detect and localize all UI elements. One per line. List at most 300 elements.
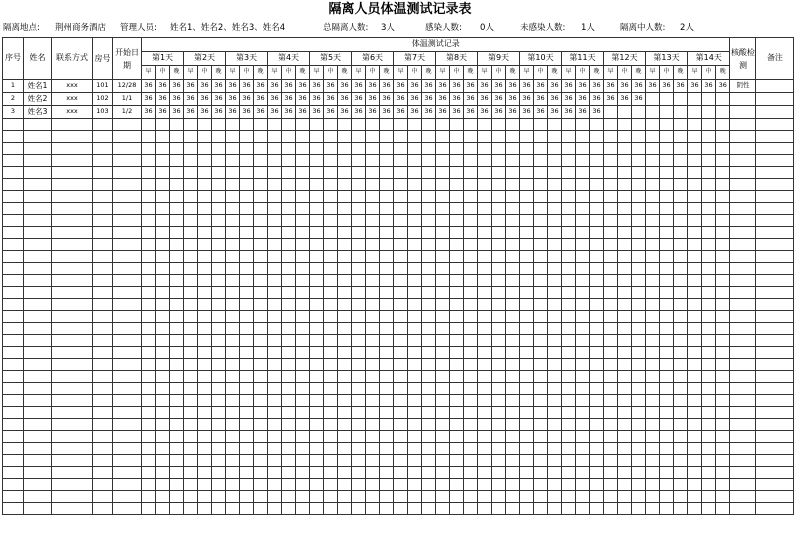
- empty-cell[interactable]: [93, 503, 113, 515]
- empty-cell[interactable]: [212, 455, 226, 467]
- empty-cell[interactable]: [562, 215, 576, 227]
- empty-cell[interactable]: [184, 119, 198, 131]
- empty-cell[interactable]: [492, 479, 506, 491]
- empty-cell[interactable]: [212, 359, 226, 371]
- empty-cell[interactable]: [113, 347, 142, 359]
- empty-cell[interactable]: [632, 359, 646, 371]
- empty-cell[interactable]: [24, 395, 52, 407]
- empty-cell[interactable]: [464, 395, 478, 407]
- empty-cell[interactable]: [3, 311, 24, 323]
- empty-cell[interactable]: [198, 491, 212, 503]
- empty-cell[interactable]: [113, 467, 142, 479]
- cell-temperature[interactable]: 36: [240, 93, 254, 106]
- empty-cell[interactable]: [408, 395, 422, 407]
- empty-cell[interactable]: [254, 383, 268, 395]
- empty-cell[interactable]: [24, 347, 52, 359]
- empty-cell[interactable]: [646, 311, 660, 323]
- empty-cell[interactable]: [366, 179, 380, 191]
- empty-cell[interactable]: [24, 251, 52, 263]
- cell-temperature[interactable]: 36: [184, 106, 198, 119]
- empty-cell[interactable]: [324, 455, 338, 467]
- empty-cell[interactable]: [366, 131, 380, 143]
- empty-cell[interactable]: [268, 275, 282, 287]
- empty-cell[interactable]: [254, 407, 268, 419]
- empty-cell[interactable]: [184, 335, 198, 347]
- empty-cell[interactable]: [520, 287, 534, 299]
- empty-cell[interactable]: [436, 143, 450, 155]
- empty-cell[interactable]: [408, 467, 422, 479]
- empty-cell[interactable]: [366, 155, 380, 167]
- cell-temperature[interactable]: 36: [338, 93, 352, 106]
- empty-cell[interactable]: [408, 143, 422, 155]
- empty-cell[interactable]: [408, 371, 422, 383]
- cell-temperature[interactable]: 36: [436, 93, 450, 106]
- empty-cell[interactable]: [534, 239, 548, 251]
- empty-cell[interactable]: [296, 431, 310, 443]
- empty-cell[interactable]: [562, 467, 576, 479]
- empty-cell[interactable]: [310, 215, 324, 227]
- empty-cell[interactable]: [590, 239, 604, 251]
- empty-cell[interactable]: [380, 215, 394, 227]
- empty-cell[interactable]: [646, 371, 660, 383]
- empty-cell[interactable]: [93, 491, 113, 503]
- empty-cell[interactable]: [113, 275, 142, 287]
- empty-cell[interactable]: [478, 167, 492, 179]
- empty-cell[interactable]: [24, 335, 52, 347]
- empty-cell[interactable]: [324, 227, 338, 239]
- empty-cell[interactable]: [380, 287, 394, 299]
- empty-cell[interactable]: [394, 251, 408, 263]
- empty-cell[interactable]: [646, 395, 660, 407]
- empty-cell[interactable]: [450, 119, 464, 131]
- empty-cell[interactable]: [113, 491, 142, 503]
- empty-cell[interactable]: [548, 311, 562, 323]
- empty-cell[interactable]: [450, 479, 464, 491]
- empty-cell[interactable]: [254, 371, 268, 383]
- empty-cell[interactable]: [730, 395, 756, 407]
- empty-cell[interactable]: [506, 263, 520, 275]
- empty-cell[interactable]: [380, 371, 394, 383]
- empty-cell[interactable]: [464, 227, 478, 239]
- empty-cell[interactable]: [268, 407, 282, 419]
- empty-cell[interactable]: [492, 359, 506, 371]
- empty-cell[interactable]: [632, 251, 646, 263]
- empty-cell[interactable]: [604, 479, 618, 491]
- empty-cell[interactable]: [464, 275, 478, 287]
- empty-cell[interactable]: [674, 251, 688, 263]
- empty-cell[interactable]: [534, 383, 548, 395]
- empty-cell[interactable]: [756, 395, 794, 407]
- empty-cell[interactable]: [3, 203, 24, 215]
- empty-cell[interactable]: [632, 395, 646, 407]
- cell-temperature[interactable]: 36: [254, 93, 268, 106]
- empty-cell[interactable]: [730, 263, 756, 275]
- empty-cell[interactable]: [422, 167, 436, 179]
- empty-cell[interactable]: [198, 275, 212, 287]
- empty-cell[interactable]: [184, 275, 198, 287]
- empty-cell[interactable]: [324, 311, 338, 323]
- empty-cell[interactable]: [113, 323, 142, 335]
- empty-cell[interactable]: [394, 227, 408, 239]
- empty-cell[interactable]: [464, 419, 478, 431]
- empty-cell[interactable]: [562, 491, 576, 503]
- empty-cell[interactable]: [688, 155, 702, 167]
- empty-cell[interactable]: [3, 371, 24, 383]
- empty-cell[interactable]: [450, 491, 464, 503]
- empty-cell[interactable]: [142, 215, 156, 227]
- empty-cell[interactable]: [93, 251, 113, 263]
- empty-cell[interactable]: [52, 203, 93, 215]
- empty-cell[interactable]: [156, 239, 170, 251]
- empty-cell[interactable]: [324, 335, 338, 347]
- empty-cell[interactable]: [198, 443, 212, 455]
- empty-cell[interactable]: [422, 503, 436, 515]
- empty-cell[interactable]: [24, 359, 52, 371]
- cell-start-date[interactable]: 1/1: [113, 93, 142, 106]
- empty-cell[interactable]: [590, 131, 604, 143]
- empty-cell[interactable]: [688, 395, 702, 407]
- cell-temperature[interactable]: [716, 106, 730, 119]
- empty-cell[interactable]: [660, 275, 674, 287]
- empty-cell[interactable]: [156, 347, 170, 359]
- empty-cell[interactable]: [394, 167, 408, 179]
- empty-cell[interactable]: [576, 467, 590, 479]
- empty-cell[interactable]: [548, 275, 562, 287]
- empty-cell[interactable]: [756, 131, 794, 143]
- empty-cell[interactable]: [618, 119, 632, 131]
- empty-cell[interactable]: [324, 155, 338, 167]
- empty-cell[interactable]: [156, 359, 170, 371]
- empty-cell[interactable]: [156, 251, 170, 263]
- empty-cell[interactable]: [282, 131, 296, 143]
- empty-cell[interactable]: [24, 323, 52, 335]
- empty-cell[interactable]: [604, 275, 618, 287]
- empty-cell[interactable]: [184, 227, 198, 239]
- empty-cell[interactable]: [716, 419, 730, 431]
- empty-cell[interactable]: [604, 311, 618, 323]
- empty-cell[interactable]: [268, 263, 282, 275]
- empty-cell[interactable]: [296, 323, 310, 335]
- empty-cell[interactable]: [548, 443, 562, 455]
- empty-cell[interactable]: [240, 191, 254, 203]
- empty-cell[interactable]: [674, 455, 688, 467]
- empty-cell[interactable]: [756, 155, 794, 167]
- empty-cell[interactable]: [380, 407, 394, 419]
- empty-cell[interactable]: [254, 491, 268, 503]
- empty-cell[interactable]: [590, 203, 604, 215]
- empty-cell[interactable]: [646, 503, 660, 515]
- empty-cell[interactable]: [478, 155, 492, 167]
- empty-cell[interactable]: [310, 323, 324, 335]
- empty-cell[interactable]: [492, 299, 506, 311]
- empty-cell[interactable]: [632, 143, 646, 155]
- empty-cell[interactable]: [604, 215, 618, 227]
- empty-cell[interactable]: [226, 191, 240, 203]
- cell-temperature[interactable]: 36: [268, 93, 282, 106]
- empty-cell[interactable]: [464, 371, 478, 383]
- empty-cell[interactable]: [268, 503, 282, 515]
- empty-cell[interactable]: [24, 443, 52, 455]
- empty-cell[interactable]: [212, 347, 226, 359]
- empty-cell[interactable]: [254, 131, 268, 143]
- empty-cell[interactable]: [730, 131, 756, 143]
- empty-cell[interactable]: [366, 383, 380, 395]
- empty-cell[interactable]: [436, 359, 450, 371]
- empty-cell[interactable]: [142, 311, 156, 323]
- empty-cell[interactable]: [660, 431, 674, 443]
- empty-cell[interactable]: [450, 395, 464, 407]
- empty-cell[interactable]: [492, 419, 506, 431]
- cell-temperature[interactable]: 36: [296, 93, 310, 106]
- empty-cell[interactable]: [282, 335, 296, 347]
- empty-cell[interactable]: [184, 155, 198, 167]
- empty-cell[interactable]: [408, 287, 422, 299]
- empty-cell[interactable]: [212, 215, 226, 227]
- empty-cell[interactable]: [450, 407, 464, 419]
- empty-cell[interactable]: [450, 419, 464, 431]
- empty-cell[interactable]: [366, 419, 380, 431]
- empty-cell[interactable]: [310, 455, 324, 467]
- empty-cell[interactable]: [408, 167, 422, 179]
- empty-cell[interactable]: [646, 119, 660, 131]
- cell-nucleic[interactable]: [730, 106, 756, 119]
- empty-cell[interactable]: [282, 299, 296, 311]
- empty-cell[interactable]: [282, 323, 296, 335]
- empty-cell[interactable]: [212, 503, 226, 515]
- empty-cell[interactable]: [422, 287, 436, 299]
- empty-cell[interactable]: [240, 335, 254, 347]
- empty-cell[interactable]: [562, 119, 576, 131]
- empty-cell[interactable]: [576, 119, 590, 131]
- empty-cell[interactable]: [702, 491, 716, 503]
- empty-cell[interactable]: [394, 371, 408, 383]
- empty-cell[interactable]: [436, 443, 450, 455]
- empty-cell[interactable]: [352, 491, 366, 503]
- empty-cell[interactable]: [296, 491, 310, 503]
- empty-cell[interactable]: [240, 467, 254, 479]
- empty-cell[interactable]: [590, 155, 604, 167]
- empty-cell[interactable]: [310, 155, 324, 167]
- empty-cell[interactable]: [562, 371, 576, 383]
- empty-cell[interactable]: [380, 311, 394, 323]
- empty-cell[interactable]: [436, 119, 450, 131]
- empty-cell[interactable]: [436, 179, 450, 191]
- empty-cell[interactable]: [212, 419, 226, 431]
- empty-cell[interactable]: [3, 431, 24, 443]
- empty-cell[interactable]: [436, 491, 450, 503]
- empty-cell[interactable]: [24, 143, 52, 155]
- empty-cell[interactable]: [212, 131, 226, 143]
- empty-cell[interactable]: [24, 299, 52, 311]
- empty-cell[interactable]: [408, 503, 422, 515]
- empty-cell[interactable]: [408, 191, 422, 203]
- empty-cell[interactable]: [198, 215, 212, 227]
- empty-cell[interactable]: [674, 443, 688, 455]
- empty-cell[interactable]: [338, 179, 352, 191]
- empty-cell[interactable]: [3, 419, 24, 431]
- empty-cell[interactable]: [184, 251, 198, 263]
- empty-cell[interactable]: [478, 299, 492, 311]
- empty-cell[interactable]: [198, 503, 212, 515]
- empty-cell[interactable]: [674, 503, 688, 515]
- cell-temperature[interactable]: 36: [408, 93, 422, 106]
- empty-cell[interactable]: [296, 419, 310, 431]
- empty-cell[interactable]: [142, 359, 156, 371]
- cell-temperature[interactable]: 36: [394, 80, 408, 93]
- empty-cell[interactable]: [156, 407, 170, 419]
- empty-cell[interactable]: [24, 407, 52, 419]
- empty-cell[interactable]: [366, 347, 380, 359]
- empty-cell[interactable]: [93, 407, 113, 419]
- empty-cell[interactable]: [324, 347, 338, 359]
- empty-cell[interactable]: [492, 191, 506, 203]
- empty-cell[interactable]: [730, 323, 756, 335]
- empty-cell[interactable]: [730, 191, 756, 203]
- empty-cell[interactable]: [226, 479, 240, 491]
- empty-cell[interactable]: [156, 395, 170, 407]
- empty-cell[interactable]: [730, 359, 756, 371]
- empty-cell[interactable]: [52, 359, 93, 371]
- empty-cell[interactable]: [352, 347, 366, 359]
- empty-cell[interactable]: [24, 239, 52, 251]
- empty-cell[interactable]: [324, 143, 338, 155]
- empty-cell[interactable]: [310, 311, 324, 323]
- empty-cell[interactable]: [254, 275, 268, 287]
- empty-cell[interactable]: [170, 383, 184, 395]
- empty-cell[interactable]: [240, 395, 254, 407]
- empty-cell[interactable]: [590, 263, 604, 275]
- empty-cell[interactable]: [464, 311, 478, 323]
- cell-name[interactable]: 姓名3: [24, 106, 52, 119]
- empty-cell[interactable]: [296, 215, 310, 227]
- empty-cell[interactable]: [548, 503, 562, 515]
- empty-cell[interactable]: [394, 335, 408, 347]
- empty-cell[interactable]: [548, 359, 562, 371]
- empty-cell[interactable]: [436, 503, 450, 515]
- empty-cell[interactable]: [646, 419, 660, 431]
- empty-cell[interactable]: [730, 143, 756, 155]
- empty-cell[interactable]: [562, 383, 576, 395]
- empty-cell[interactable]: [226, 167, 240, 179]
- empty-cell[interactable]: [674, 287, 688, 299]
- empty-cell[interactable]: [338, 131, 352, 143]
- empty-cell[interactable]: [716, 443, 730, 455]
- empty-cell[interactable]: [632, 215, 646, 227]
- empty-cell[interactable]: [170, 131, 184, 143]
- empty-cell[interactable]: [618, 383, 632, 395]
- empty-cell[interactable]: [352, 263, 366, 275]
- empty-cell[interactable]: [184, 203, 198, 215]
- empty-cell[interactable]: [366, 191, 380, 203]
- empty-cell[interactable]: [226, 143, 240, 155]
- empty-cell[interactable]: [394, 119, 408, 131]
- empty-cell[interactable]: [52, 263, 93, 275]
- empty-cell[interactable]: [212, 323, 226, 335]
- empty-cell[interactable]: [464, 143, 478, 155]
- empty-cell[interactable]: [604, 467, 618, 479]
- empty-cell[interactable]: [520, 455, 534, 467]
- empty-cell[interactable]: [156, 287, 170, 299]
- empty-cell[interactable]: [52, 347, 93, 359]
- empty-cell[interactable]: [380, 347, 394, 359]
- empty-cell[interactable]: [324, 323, 338, 335]
- empty-cell[interactable]: [184, 467, 198, 479]
- empty-cell[interactable]: [240, 479, 254, 491]
- empty-cell[interactable]: [352, 191, 366, 203]
- empty-cell[interactable]: [478, 263, 492, 275]
- empty-cell[interactable]: [296, 503, 310, 515]
- empty-cell[interactable]: [492, 263, 506, 275]
- empty-cell[interactable]: [478, 383, 492, 395]
- empty-cell[interactable]: [282, 155, 296, 167]
- empty-cell[interactable]: [422, 347, 436, 359]
- empty-cell[interactable]: [366, 311, 380, 323]
- empty-cell[interactable]: [660, 479, 674, 491]
- empty-cell[interactable]: [562, 347, 576, 359]
- empty-cell[interactable]: [324, 419, 338, 431]
- empty-cell[interactable]: [142, 251, 156, 263]
- empty-cell[interactable]: [674, 479, 688, 491]
- cell-temperature[interactable]: 36: [338, 106, 352, 119]
- empty-cell[interactable]: [142, 275, 156, 287]
- cell-temperature[interactable]: 36: [632, 80, 646, 93]
- empty-cell[interactable]: [52, 395, 93, 407]
- empty-cell[interactable]: [506, 323, 520, 335]
- empty-cell[interactable]: [702, 227, 716, 239]
- empty-cell[interactable]: [296, 299, 310, 311]
- empty-cell[interactable]: [478, 455, 492, 467]
- empty-cell[interactable]: [618, 455, 632, 467]
- empty-cell[interactable]: [562, 335, 576, 347]
- empty-cell[interactable]: [450, 263, 464, 275]
- empty-cell[interactable]: [338, 263, 352, 275]
- empty-cell[interactable]: [422, 179, 436, 191]
- empty-cell[interactable]: [212, 395, 226, 407]
- empty-cell[interactable]: [604, 239, 618, 251]
- empty-cell[interactable]: [198, 419, 212, 431]
- empty-cell[interactable]: [702, 359, 716, 371]
- empty-cell[interactable]: [113, 131, 142, 143]
- empty-cell[interactable]: [464, 443, 478, 455]
- empty-cell[interactable]: [408, 131, 422, 143]
- empty-cell[interactable]: [282, 491, 296, 503]
- empty-cell[interactable]: [576, 419, 590, 431]
- cell-temperature[interactable]: 36: [576, 93, 590, 106]
- empty-cell[interactable]: [506, 383, 520, 395]
- empty-cell[interactable]: [756, 467, 794, 479]
- empty-cell[interactable]: [394, 311, 408, 323]
- empty-cell[interactable]: [380, 131, 394, 143]
- empty-cell[interactable]: [394, 191, 408, 203]
- empty-cell[interactable]: [478, 191, 492, 203]
- empty-cell[interactable]: [338, 323, 352, 335]
- cell-temperature[interactable]: [688, 93, 702, 106]
- empty-cell[interactable]: [338, 143, 352, 155]
- empty-cell[interactable]: [338, 275, 352, 287]
- empty-cell[interactable]: [716, 275, 730, 287]
- empty-cell[interactable]: [352, 179, 366, 191]
- empty-cell[interactable]: [632, 203, 646, 215]
- empty-cell[interactable]: [520, 311, 534, 323]
- empty-cell[interactable]: [618, 203, 632, 215]
- empty-cell[interactable]: [338, 371, 352, 383]
- empty-cell[interactable]: [170, 479, 184, 491]
- empty-cell[interactable]: [730, 203, 756, 215]
- empty-cell[interactable]: [142, 263, 156, 275]
- cell-temperature[interactable]: 36: [310, 106, 324, 119]
- cell-room[interactable]: 101: [93, 80, 113, 93]
- empty-cell[interactable]: [93, 323, 113, 335]
